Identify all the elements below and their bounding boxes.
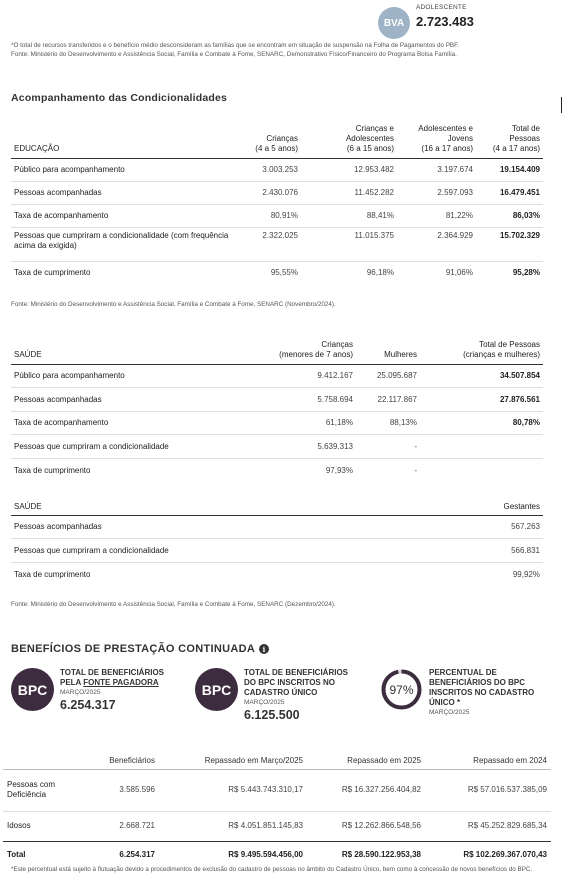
- bpc-card-cadastro-unico: [195, 668, 348, 722]
- education-header-row: [11, 112, 543, 158]
- percent-ring: [380, 668, 423, 711]
- table-row: [11, 458, 543, 482]
- row-label: Pessoas acompanhadas: [11, 388, 257, 412]
- cell-total: 6.254.317: [119, 850, 155, 860]
- transfer-note: [11, 42, 543, 59]
- fonte-pagadora-link[interactable]: FONTE PAGADORA: [83, 678, 159, 687]
- health-section-label: SAÚDE: [11, 332, 257, 364]
- row-label: Total: [7, 850, 26, 860]
- bpc-icon: BPC: [195, 668, 238, 711]
- cell-value: 25.095.687: [356, 364, 420, 388]
- adolescente-info: [416, 4, 474, 29]
- card-text: [244, 668, 348, 722]
- cell-value: 9.412.167: [257, 364, 356, 388]
- row-label: Pessoas que cumpriram a condicionalidade (com frequência acima da exigida): [11, 227, 237, 261]
- cell-total: 27.876.561: [420, 388, 543, 412]
- adolescente-badge: [378, 4, 474, 39]
- bpc-table: [3, 747, 551, 869]
- health-table: [11, 332, 543, 482]
- health-col-criancas: Crianças (menores de 7 anos): [257, 332, 356, 364]
- bpc-col-2024: Repassado em 2024: [425, 747, 551, 769]
- table-row: [3, 811, 551, 841]
- row-label: Público para acompanhamento: [11, 158, 237, 181]
- card-text: [60, 668, 164, 712]
- row-label: Pessoas que cumpriram a condicionalidade: [11, 435, 257, 459]
- table-row: [11, 204, 543, 227]
- education-col-adolescentes-jovens: Adolescentes e Jovens (16 a 17 anos): [397, 112, 476, 158]
- bpc-col-2025: Repassado em 2025: [307, 747, 425, 769]
- transfer-note-source: Fonte: Ministério do Desenvolvimento e Assistência Social, Família e Combate à Fome, SENARC, Demonstrativo Físico/Financeiro do Programa Bolsa Família.: [11, 50, 457, 58]
- cell-total: 34.507.854: [420, 364, 543, 388]
- table-row: [11, 435, 543, 459]
- adolescente-value: 2.723.483: [416, 14, 474, 29]
- cell-total: 19.154.409: [476, 158, 543, 181]
- row-label: Público para acompanhamento: [11, 364, 257, 388]
- row-label: Taxa de cumprimento: [14, 465, 91, 475]
- health-col-total: Total de Pessoas (crianças e mulheres): [420, 332, 543, 364]
- cell-value: 80,91%: [237, 204, 301, 227]
- table-row: [11, 158, 543, 181]
- card-label: TOTAL DE BENEFICIÁRIOS PELA FONTE PAGADORA: [60, 668, 165, 687]
- table-row: [11, 388, 543, 412]
- cell-total: 95,28%: [512, 267, 540, 277]
- cell-value: 566.831: [411, 539, 543, 563]
- info-icon[interactable]: i: [259, 644, 269, 654]
- card-label: TOTAL DE BENEFICIÁRIOS DO BPC INSCRITOS NO CADASTRO ÚNICO: [244, 668, 349, 697]
- bpc-footnote: *Este percentual está sujeito à flutuação devido a procedimentos de exclusão do cadastro de pessoas no âmbito do Cadastro Único, bem como à concessão de novos benefícios do BPC.: [11, 866, 533, 873]
- cell-value: -: [356, 435, 420, 459]
- cell-value: 91,06%: [445, 267, 473, 277]
- education-section-label: EDUCAÇÃO: [11, 112, 237, 158]
- cell-value: 3.003.253: [237, 158, 301, 181]
- education-col-criancas-adolescentes: Crianças e Adolescentes (6 a 15 anos): [301, 112, 397, 158]
- cell-total: R$ 9.495.594.456,00: [228, 850, 303, 860]
- cell-total: 16.479.451: [476, 181, 543, 204]
- cell-value: R$ 5.443.743.310,17: [159, 769, 307, 811]
- cell-value: 2.430.076: [237, 181, 301, 204]
- row-label: Idosos: [3, 811, 77, 841]
- cell-value: R$ 16.327.256.404,82: [307, 769, 425, 811]
- cell-total: 86,03%: [476, 204, 543, 227]
- table-row: [11, 227, 543, 261]
- row-label: Taxa de cumprimento: [14, 267, 91, 277]
- pregnant-col-gestantes: Gestantes: [411, 495, 543, 515]
- bpc-col-marco: Repassado em Março/2025: [159, 747, 307, 769]
- cell-value: 567.263: [411, 515, 543, 539]
- pregnant-section-label: SAÚDE: [11, 495, 411, 515]
- cell-total: 80,78%: [420, 411, 543, 435]
- card-date: MARÇO/2025: [60, 689, 101, 696]
- cell-total: [420, 458, 543, 482]
- cell-value: 99,92%: [512, 569, 540, 579]
- table-row: [11, 181, 543, 204]
- health-col-mulheres: Mulheres: [356, 332, 420, 364]
- scroll-indicator: [561, 97, 562, 113]
- card-value: 6.125.500: [244, 708, 300, 722]
- cell-total: [420, 435, 543, 459]
- cell-value: 12.953.482: [301, 158, 397, 181]
- cell-value: 88,41%: [301, 204, 397, 227]
- row-label: Taxa de cumprimento: [14, 569, 91, 579]
- bpc-title-text: BENEFÍCIOS DE PRESTAÇÃO CONTINUADA: [11, 643, 256, 655]
- cell-value: 5.639.313: [257, 435, 356, 459]
- table-row: [11, 539, 543, 563]
- card-text: [429, 668, 534, 716]
- transfer-note-line1: *O total de recursos transferidos e o benefício médio desconsideram as famílias que se encontram em situação de suspensão na Folha de Pagamentos do PBF.: [11, 42, 460, 49]
- pregnant-table: [11, 495, 543, 586]
- health-header-row: [11, 332, 543, 364]
- bpc-header-row: [3, 747, 551, 769]
- conditionalities-title: Acompanhamento das Condicionalidades: [11, 92, 228, 104]
- bpc-card-fonte-pagadora: [11, 668, 164, 712]
- table-row: [11, 515, 543, 539]
- cell-value: R$ 4.051.851.145,83: [159, 811, 307, 841]
- row-label: Taxa de acompanhamento: [11, 411, 257, 435]
- bpc-col-beneficiarios: Beneficiários: [77, 747, 159, 769]
- adolescente-label: ADOLESCENTE: [416, 4, 467, 11]
- cell-value: 95,55%: [270, 267, 298, 277]
- cell-total: R$ 102.269.367.070,43: [463, 850, 547, 860]
- cell-total: 15.702.329: [476, 227, 543, 261]
- table-row: [3, 769, 551, 811]
- cell-value: R$ 57.016.537.385,09: [425, 769, 551, 811]
- cell-value: 81,22%: [397, 204, 476, 227]
- education-col-criancas: Crianças (4 a 5 anos): [237, 112, 301, 158]
- card-value: 6.254.317: [60, 698, 116, 712]
- card-label: PERCENTUAL DE BENEFICIÁRIOS DO BPC INSCRITOS NO CADASTRO ÚNICO *: [429, 668, 535, 707]
- percent-ring-text: 97%: [389, 682, 414, 697]
- table-row: [11, 364, 543, 388]
- cell-total: R$ 28.590.122.953,38: [341, 850, 421, 860]
- cell-value: 2.597.093: [397, 181, 476, 204]
- education-source: Fonte: Ministério do Desenvolvimento e Assistência Social, Família e Combate à Fome, SENARC (Novembro/2024).: [11, 301, 336, 308]
- bva-icon: BVA: [378, 7, 410, 39]
- cell-value: 22.117.867: [356, 388, 420, 412]
- cell-value: -: [414, 465, 417, 475]
- cell-value: 88,13%: [356, 411, 420, 435]
- row-label: Taxa de acompanhamento: [11, 204, 237, 227]
- education-col-total: Total de Pessoas (4 a 17 anos): [476, 112, 543, 158]
- bpc-col-empty: [3, 747, 77, 769]
- cell-value: 11.015.375: [301, 227, 397, 261]
- card-date: MARÇO/2025: [429, 709, 470, 716]
- table-row: [11, 562, 543, 586]
- bpc-section-title: [11, 643, 269, 655]
- cell-value: 11.452.282: [301, 181, 397, 204]
- table-row: [11, 411, 543, 435]
- table-row: [11, 261, 543, 284]
- row-label: Pessoas acompanhadas: [11, 515, 411, 539]
- cell-value: 3.585.596: [77, 769, 159, 811]
- education-table: [11, 112, 543, 284]
- cell-value: 96,18%: [366, 267, 394, 277]
- bpc-icon: BPC: [11, 668, 54, 711]
- cell-value: R$ 45.252.829.685,34: [425, 811, 551, 841]
- row-label: Pessoas com Deficiência: [3, 769, 77, 811]
- cell-value: R$ 12.262.866.548,56: [307, 811, 425, 841]
- bpc-card-percentual: [380, 668, 534, 716]
- cell-value: 2.322.025: [237, 227, 301, 261]
- cell-value: 61,18%: [257, 411, 356, 435]
- cell-value: 3.197.674: [397, 158, 476, 181]
- row-label: Pessoas que cumpriram a condicionalidade: [11, 539, 411, 563]
- cell-value: 97,93%: [325, 465, 353, 475]
- cell-value: 5.758.694: [257, 388, 356, 412]
- cell-value: 2.364.929: [397, 227, 476, 261]
- cell-value: 2.668.721: [77, 811, 159, 841]
- health-source: Fonte: Ministério do Desenvolvimento e Assistência Social, Família e Combate à Fome, SENARC (Dezembro/2024).: [11, 601, 336, 608]
- card-date: MARÇO/2025: [244, 699, 285, 706]
- pregnant-header-row: [11, 495, 543, 515]
- row-label: Pessoas acompanhadas: [11, 181, 237, 204]
